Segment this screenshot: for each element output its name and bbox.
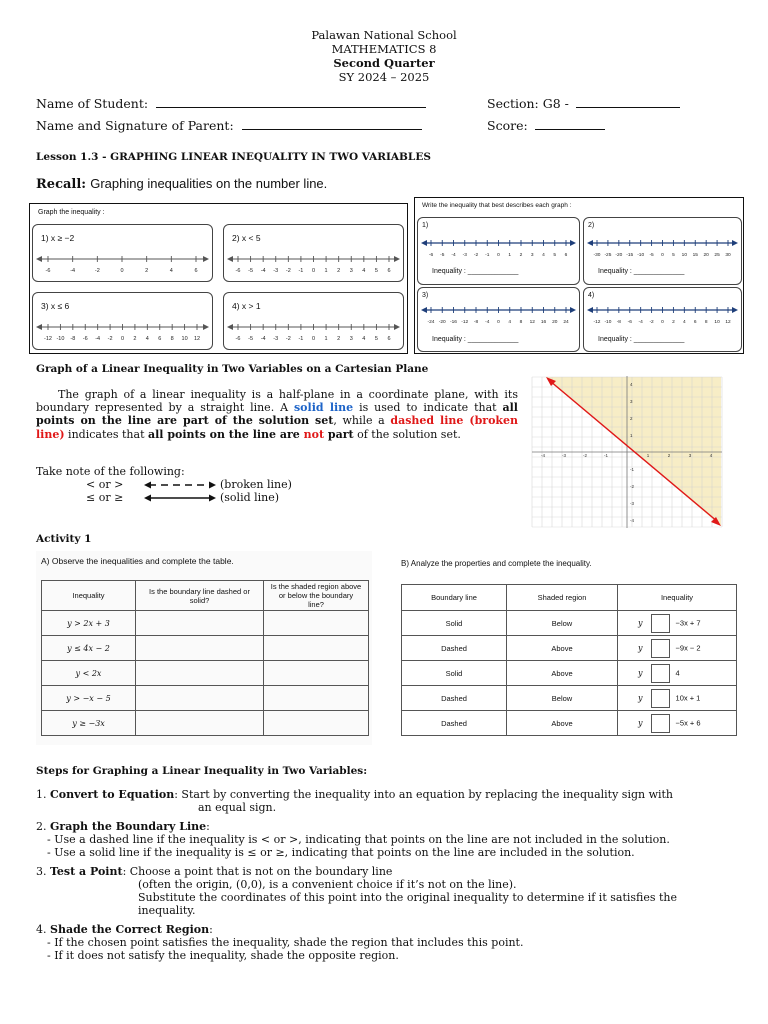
graph-item-3-tick-label: -10 bbox=[56, 336, 65, 342]
write-item-2 bbox=[583, 217, 742, 285]
step-4-a: - If the chosen point satisfies the inequality, shade the region that includes this point. bbox=[47, 936, 524, 949]
graph-item-4-tick-label: -5 bbox=[248, 336, 254, 342]
y-tick-label: 4 bbox=[630, 382, 633, 387]
write-item-2-tick-label: 5 bbox=[672, 253, 675, 258]
step-4-title: Shade the Correct Region bbox=[50, 923, 210, 936]
a-answer-cell[interactable] bbox=[136, 661, 264, 686]
graph-item-4-tick-label: 6 bbox=[387, 336, 391, 342]
write-item-3-tick-label: -20 bbox=[438, 320, 446, 325]
write-item-1-tick-label: 5 bbox=[553, 253, 557, 258]
x-tick-label: -4 bbox=[540, 453, 546, 458]
y-tick-label: -3 bbox=[630, 501, 635, 506]
graph-item-2-tick-label: 6 bbox=[387, 268, 391, 274]
take-note: Take note of the following: bbox=[36, 465, 185, 478]
x-tick-label: 3 bbox=[688, 453, 692, 458]
write-item-4-tick-label: -8 bbox=[616, 320, 621, 325]
graph-item-4-tick-label: 0 bbox=[311, 336, 316, 342]
write-item-1-tick-label: 1 bbox=[508, 253, 512, 258]
step-3-d: inequality. bbox=[138, 904, 196, 917]
score-line[interactable] bbox=[535, 118, 605, 130]
write-item-4-tick-label: -10 bbox=[604, 320, 612, 325]
b-row-line: Solid bbox=[402, 611, 507, 636]
step-4 bbox=[36, 924, 213, 937]
write-item-3 bbox=[417, 287, 580, 352]
graph-item-2-tick-label: 0 bbox=[311, 268, 316, 274]
write-item-3-tick-label: 8 bbox=[519, 320, 523, 325]
section-line[interactable] bbox=[576, 96, 680, 108]
x-tick-label: 1 bbox=[646, 453, 650, 458]
write-item-3-tick-label: -16 bbox=[450, 320, 457, 325]
a-answer-cell[interactable] bbox=[264, 711, 369, 736]
write-item-3-num: 3) bbox=[422, 292, 429, 299]
b-row-expr: −9x − 2 bbox=[675, 642, 701, 652]
write-item-4-tick-label: 2 bbox=[672, 320, 675, 325]
write-item-1-tick-label: -1 bbox=[485, 253, 490, 258]
graph-item-2-tick-label: 5 bbox=[374, 268, 378, 274]
dashed-line-term: dashed line (broken line) bbox=[36, 414, 519, 441]
note-broken-symbol: < or > bbox=[86, 478, 124, 491]
not-term: not bbox=[303, 427, 325, 441]
student-name-field[interactable] bbox=[36, 96, 426, 111]
write-item-1-tick-label: 4 bbox=[542, 253, 545, 258]
para-part-3: , while a bbox=[333, 414, 391, 428]
write-item-3-tick-label: 12 bbox=[529, 320, 535, 325]
y-tick-label: 1 bbox=[630, 433, 633, 438]
graph-item-3-tick-label: -8 bbox=[70, 336, 76, 342]
cartesian-paragraph bbox=[36, 388, 518, 441]
section-label: Section: G8 - bbox=[487, 96, 569, 111]
a-row-inequality: y < 2x bbox=[42, 661, 136, 686]
solid-line-term: solid line bbox=[293, 401, 354, 415]
y-tick-label: -1 bbox=[630, 467, 635, 472]
lesson-title: Lesson 1.3 - GRAPHING LINEAR INEQUALITY IN TWO VARIABLES bbox=[36, 151, 431, 163]
score-field[interactable] bbox=[487, 118, 605, 133]
b-row-region: Above bbox=[507, 711, 618, 736]
graph-item-1-number-line[interactable] bbox=[33, 251, 212, 279]
graph-item-2-tick-label: -1 bbox=[298, 268, 304, 274]
note-solid-symbol: ≤ or ≥ bbox=[86, 491, 124, 504]
graph-item-2-tick-label: -5 bbox=[248, 268, 254, 274]
write-item-2-tick-label: -5 bbox=[649, 253, 654, 258]
graph-inequality-box bbox=[29, 203, 408, 354]
student-name-label: Name of Student: bbox=[36, 96, 149, 111]
step-2-b: - Use a solid line if the inequality is ≤ or ≥, indicating that points on the line are included in the solution. bbox=[47, 846, 635, 859]
a-row-inequality: y > 2x + 3 bbox=[42, 611, 136, 636]
x-tick-label: -3 bbox=[561, 453, 567, 458]
step-3-b: (often the origin, (0,0), is a convenient choice if it’s not on the line). bbox=[138, 878, 517, 891]
step-4-colon: : bbox=[209, 923, 213, 936]
b-row-region: Above bbox=[507, 661, 618, 686]
graph-item-3-tick-label: 0 bbox=[120, 336, 125, 342]
graph-item-1-tick-label: 6 bbox=[194, 268, 198, 274]
graph-item-3-tick-label: -12 bbox=[44, 336, 52, 342]
b-row-y: y bbox=[638, 692, 643, 702]
section-field[interactable] bbox=[487, 96, 680, 111]
subject: MATHEMATICS 8 bbox=[331, 42, 437, 56]
write-item-1-tick-label: 0 bbox=[497, 253, 500, 258]
a-header-dashed-solid: Is the boundary line dashed or solid? bbox=[136, 581, 264, 611]
graph-item-1-tick-label: -4 bbox=[70, 268, 76, 274]
b-answer-box[interactable] bbox=[651, 714, 670, 733]
write-item-1-inequality[interactable]: Inequality : _____________ bbox=[432, 268, 519, 275]
graph-item-3-tick-label: 10 bbox=[181, 336, 188, 342]
write-item-2-tick-label: -15 bbox=[626, 253, 634, 258]
a-header-inequality: Inequality bbox=[42, 581, 136, 611]
write-item-2-tick-label: 10 bbox=[681, 253, 688, 258]
b-header-boundary: Boundary line bbox=[402, 585, 507, 611]
graph-item-1-tick-label: 2 bbox=[145, 268, 149, 274]
step-4-num: 4. bbox=[36, 923, 47, 936]
graph-item-3-tick-label: 2 bbox=[133, 336, 137, 342]
para-bold-2b: part bbox=[324, 427, 354, 441]
step-2 bbox=[36, 821, 210, 834]
write-item-2-tick-label: 0 bbox=[661, 253, 664, 258]
b-answer-box[interactable] bbox=[651, 689, 670, 708]
write-item-1-tick-label: -5 bbox=[440, 253, 445, 258]
graph-item-2-tick-label: -2 bbox=[285, 268, 291, 274]
activity-b-table bbox=[401, 584, 737, 736]
activity-a bbox=[36, 551, 372, 745]
b-header-inequality: Inequality bbox=[618, 585, 737, 611]
b-row-inequality bbox=[618, 636, 737, 661]
b-answer-box[interactable] bbox=[651, 664, 670, 683]
write-item-3-number-line bbox=[418, 302, 579, 328]
graph-item-3-tick-label: 12 bbox=[193, 336, 201, 342]
write-item-4 bbox=[583, 287, 742, 352]
a-answer-cell[interactable] bbox=[264, 661, 369, 686]
steps-title: Steps for Graphing a Linear Inequality in Two Variables: bbox=[36, 765, 368, 777]
step-3-num: 3. bbox=[36, 865, 47, 878]
broken-line-arrow bbox=[143, 479, 217, 491]
para-part-1: The graph of a linear inequality is a half-plane in a coordinate plane, with its boundary represented by a straight line. A bbox=[36, 388, 518, 415]
write-item-4-tick-label: 0 bbox=[661, 320, 664, 325]
graph-item-2-tick-label: 3 bbox=[349, 268, 353, 274]
step-3 bbox=[36, 866, 392, 879]
graph-item-2-tick-label: -4 bbox=[260, 268, 266, 274]
write-item-1-tick-label: 2 bbox=[519, 253, 523, 258]
activity-a-table bbox=[41, 580, 369, 736]
b-answer-box[interactable] bbox=[651, 639, 670, 658]
graph-item-1-label: 1) x ≥ −2 bbox=[41, 233, 75, 243]
write-item-2-tick-label: 30 bbox=[725, 253, 731, 258]
note-broken-desc: (broken line) bbox=[220, 478, 292, 491]
step-1-title: Convert to Equation bbox=[50, 788, 175, 801]
write-item-4-tick-label: 6 bbox=[693, 320, 697, 325]
step-2-num: 2. bbox=[36, 820, 47, 833]
write-item-2-inequality[interactable]: Inequality : _____________ bbox=[598, 268, 685, 275]
write-item-4-tick-label: -12 bbox=[593, 320, 601, 325]
write-item-4-tick-label: 8 bbox=[704, 320, 708, 325]
write-item-3-tick-label: 24 bbox=[563, 320, 569, 325]
graph-item-4-tick-label: -1 bbox=[298, 336, 304, 342]
quarter: Second Quarter bbox=[333, 56, 435, 70]
graph-item-3-tick-label: -6 bbox=[82, 336, 88, 342]
parent-line[interactable] bbox=[242, 118, 422, 130]
step-1 bbox=[36, 789, 673, 802]
solid-line-arrow bbox=[143, 492, 217, 504]
recall-text: Graphing inequalities on the number line. bbox=[90, 176, 328, 191]
a-answer-cell[interactable] bbox=[136, 611, 264, 636]
write-item-1-tick-label: -6 bbox=[428, 253, 434, 258]
graph-box-title: Graph the inequality : bbox=[38, 209, 105, 216]
b-row-inequality bbox=[618, 611, 737, 636]
parent-label: Name and Signature of Parent: bbox=[36, 118, 234, 133]
para-bold-1: all points on the line are part of the solution set bbox=[36, 401, 518, 428]
b-row-region: Below bbox=[507, 611, 618, 636]
write-item-3-tick-label: 0 bbox=[497, 320, 500, 325]
activity-title: Activity 1 bbox=[36, 533, 92, 545]
b-row-y: y bbox=[638, 617, 643, 627]
write-item-1 bbox=[417, 217, 580, 285]
student-name-line[interactable] bbox=[156, 96, 426, 108]
b-row-expr: −3x + 7 bbox=[675, 617, 701, 627]
write-item-4-number-line bbox=[584, 302, 741, 328]
x-tick-label: -2 bbox=[582, 453, 588, 458]
y-tick-label: 3 bbox=[630, 399, 633, 404]
write-item-3-tick-label: 16 bbox=[540, 320, 547, 325]
graph-item-2-tick-label: 1 bbox=[324, 268, 328, 274]
write-item-4-tick-label: 10 bbox=[714, 320, 720, 325]
para-part-4: indicates that bbox=[64, 427, 148, 441]
graph-item-3-tick-label: 6 bbox=[158, 336, 162, 342]
write-item-1-tick-label: 6 bbox=[564, 253, 568, 258]
b-row-expr: −5x + 6 bbox=[675, 717, 701, 727]
x-tick-label: -1 bbox=[603, 453, 609, 458]
x-tick-label: 2 bbox=[667, 453, 671, 458]
b-row-line: Dashed bbox=[402, 711, 507, 736]
write-item-1-number-line bbox=[418, 235, 579, 261]
b-row-region: Above bbox=[507, 636, 618, 661]
b-row-line: Dashed bbox=[402, 686, 507, 711]
step-3-c: Substitute the coordinates of this point into the original inequality to determine if it satisfies the bbox=[138, 891, 678, 904]
write-item-1-num: 1) bbox=[422, 222, 429, 229]
write-item-3-tick-label: 4 bbox=[508, 320, 512, 325]
a-answer-cell[interactable] bbox=[136, 686, 264, 711]
b-row-inequality bbox=[618, 711, 737, 736]
graph-item-2-tick-label: 4 bbox=[362, 268, 366, 274]
graph-item-4-tick-label: -3 bbox=[273, 336, 279, 342]
graph-item-1-tick-label: 4 bbox=[169, 268, 173, 274]
write-item-4-inequality[interactable]: Inequality : _____________ bbox=[598, 336, 685, 343]
graph-item-2-tick-label: -3 bbox=[273, 268, 279, 274]
y-tick-label: 2 bbox=[630, 416, 633, 421]
school-name: Palawan National School bbox=[311, 28, 457, 42]
graph-item-3-label: 3) x ≤ 6 bbox=[41, 301, 70, 311]
graph-item-2-label: 2) x < 5 bbox=[232, 233, 261, 243]
graph-item-4-label: 4) x > 1 bbox=[232, 301, 261, 311]
write-item-1-tick-label: 3 bbox=[530, 253, 534, 258]
b-row-expr: 10x + 1 bbox=[675, 692, 701, 702]
graph-item-4-tick-label: 2 bbox=[337, 336, 341, 342]
graph-item-4-tick-label: -6 bbox=[235, 336, 241, 342]
y-tick-label: -2 bbox=[630, 484, 635, 489]
write-item-3-tick-label: 20 bbox=[552, 320, 558, 325]
graph-item-3-tick-label: -2 bbox=[107, 336, 113, 342]
school-year: SY 2024 – 2025 bbox=[338, 70, 430, 84]
graph-item-3-tick-label: -4 bbox=[95, 336, 101, 342]
graph-item-3 bbox=[32, 292, 213, 350]
graph-item-3-tick-label: 8 bbox=[170, 336, 174, 342]
para-bold-2a: all points on the line are bbox=[148, 427, 304, 441]
a-answer-cell[interactable] bbox=[136, 711, 264, 736]
score-label: Score: bbox=[487, 118, 528, 133]
graph-item-1-tick-label: 0 bbox=[120, 268, 124, 274]
write-item-2-num: 2) bbox=[588, 222, 595, 229]
activity-b bbox=[397, 553, 740, 743]
graph-item-4-tick-label: -4 bbox=[260, 336, 266, 342]
graph-item-1-tick-label: -2 bbox=[94, 268, 100, 274]
graph-item-1 bbox=[32, 224, 213, 282]
write-item-1-tick-label: -4 bbox=[451, 253, 456, 258]
graph-item-4 bbox=[223, 292, 404, 350]
write-item-2-tick-label: -10 bbox=[637, 253, 645, 258]
note-solid-desc: (solid line) bbox=[220, 491, 280, 504]
write-item-2-number-line bbox=[584, 235, 741, 261]
graph-item-4-tick-label: 3 bbox=[349, 336, 353, 342]
write-item-2-tick-label: 15 bbox=[692, 253, 698, 258]
write-item-4-tick-label: 4 bbox=[682, 320, 686, 325]
step-3-title: Test a Point bbox=[50, 865, 123, 878]
a-row-inequality: y > −x − 5 bbox=[42, 686, 136, 711]
write-inequality-box bbox=[414, 197, 744, 354]
step-4-b: - If it does not satisfy the inequality, shade the opposite region. bbox=[47, 949, 399, 962]
a-answer-cell[interactable] bbox=[264, 611, 369, 636]
b-row-inequality bbox=[618, 686, 737, 711]
a-answer-cell[interactable] bbox=[264, 686, 369, 711]
graph-item-2-tick-label: 2 bbox=[337, 268, 341, 274]
graph-item-4-tick-label: 4 bbox=[362, 336, 366, 342]
write-item-2-tick-label: 25 bbox=[714, 253, 720, 258]
b-row-inequality bbox=[618, 661, 737, 686]
y-tick-label: -4 bbox=[630, 518, 635, 523]
write-item-4-tick-label: 12 bbox=[725, 320, 731, 325]
step-1-text: : Start by converting the inequality into an equation by replacing the inequality sign with bbox=[174, 788, 674, 801]
write-item-3-tick-label: -24 bbox=[427, 320, 435, 325]
a-answer-cell[interactable] bbox=[136, 636, 264, 661]
para-part-2: is used to indicate that bbox=[353, 401, 503, 415]
write-item-2-tick-label: -20 bbox=[615, 253, 623, 258]
step-2-colon: : bbox=[206, 820, 210, 833]
write-item-4-tick-label: -2 bbox=[649, 320, 654, 325]
graph-item-2-number-line[interactable] bbox=[224, 251, 403, 279]
b-row-y: y bbox=[638, 717, 643, 727]
graph-item-2 bbox=[223, 224, 404, 282]
activity-b-title: B) Analyze the properties and complete the inequality. bbox=[401, 559, 592, 568]
write-item-2-tick-label: 20 bbox=[703, 253, 709, 258]
b-row-line: Solid bbox=[402, 661, 507, 686]
write-item-1-tick-label: -2 bbox=[473, 253, 479, 258]
write-item-4-num: 4) bbox=[588, 292, 595, 299]
step-1-cont: an equal sign. bbox=[198, 801, 277, 814]
b-answer-box[interactable] bbox=[651, 614, 670, 633]
x-tick-label: 4 bbox=[709, 453, 713, 458]
write-item-1-tick-label: -3 bbox=[462, 253, 467, 258]
write-item-3-tick-label: -4 bbox=[485, 320, 490, 325]
write-item-3-inequality[interactable]: Inequality : _____________ bbox=[432, 336, 519, 343]
recall-label: Recall: bbox=[36, 177, 87, 192]
write-item-3-tick-label: -12 bbox=[461, 320, 469, 325]
b-row-y: y bbox=[638, 642, 643, 652]
b-row-y: y bbox=[638, 667, 643, 677]
step-3-text: : Choose a point that is not on the boundary line bbox=[122, 865, 393, 878]
write-item-4-tick-label: -6 bbox=[627, 320, 632, 325]
a-header-above-below: Is the shaded region above or below the boundary line? bbox=[264, 581, 369, 611]
parent-field[interactable] bbox=[36, 118, 422, 133]
para-part-5: of the solution set. bbox=[353, 427, 461, 441]
step-2-title: Graph the Boundary Line bbox=[50, 820, 207, 833]
write-item-2-tick-label: -30 bbox=[593, 253, 601, 258]
step-1-num: 1. bbox=[36, 788, 47, 801]
a-answer-cell[interactable] bbox=[264, 636, 369, 661]
b-row-region: Below bbox=[507, 686, 618, 711]
write-item-4-tick-label: -4 bbox=[638, 320, 643, 325]
write-item-3-tick-label: -8 bbox=[473, 320, 479, 325]
b-header-region: Shaded region bbox=[507, 585, 618, 611]
graph-item-2-tick-label: -6 bbox=[235, 268, 241, 274]
b-row-expr: 4 bbox=[675, 667, 680, 677]
step-2-a: - Use a dashed line if the inequality is < or >, indicating that points on the line are not included in the solution. bbox=[47, 833, 670, 846]
graph-item-4-tick-label: 5 bbox=[374, 336, 378, 342]
graph-item-3-tick-label: 4 bbox=[145, 336, 149, 342]
cartesian-graph bbox=[529, 374, 725, 530]
graph-item-4-tick-label: 1 bbox=[324, 336, 328, 342]
write-box-title: Write the inequality that best describes each graph : bbox=[422, 202, 572, 209]
graph-item-3-number-line[interactable] bbox=[33, 319, 212, 347]
graph-item-1-tick-label: -6 bbox=[45, 268, 51, 274]
activity-a-title: A) Observe the inequalities and complete the table. bbox=[41, 556, 234, 566]
write-item-2-tick-label: -25 bbox=[604, 253, 612, 258]
a-row-inequality: y ≥ −3x bbox=[42, 711, 136, 736]
recall bbox=[36, 176, 327, 192]
graph-item-4-number-line[interactable] bbox=[224, 319, 403, 347]
a-row-inequality: y ≤ 4x − 2 bbox=[42, 636, 136, 661]
graph-item-4-tick-label: -2 bbox=[285, 336, 291, 342]
b-row-line: Dashed bbox=[402, 636, 507, 661]
cartesian-heading: Graph of a Linear Inequality in Two Variables on a Cartesian Plane bbox=[36, 363, 429, 375]
